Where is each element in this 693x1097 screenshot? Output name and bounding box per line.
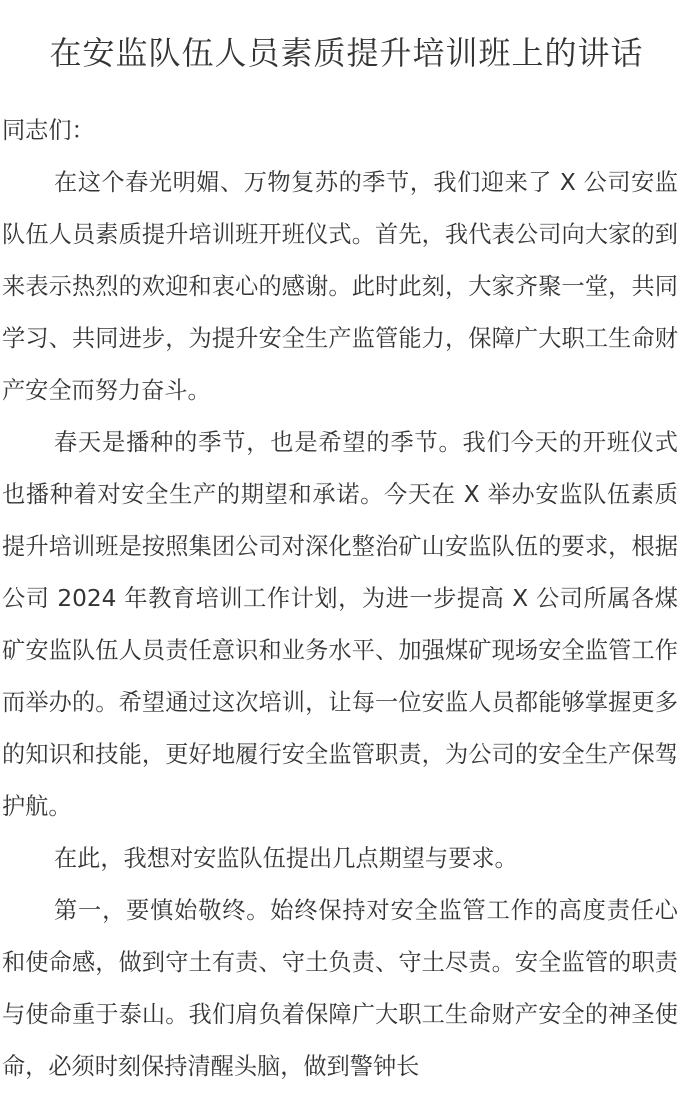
document-title: 在安监队伍人员素质提升培训班上的讲话 [49, 34, 644, 72]
salutation: 同志们： [2, 117, 95, 144]
paragraph-purpose: 春天是播种的季节，也是希望的季节。我们今天的开班仪式也播种着对安全生产的期望和承诺。今天在 X 举办安监队伍素质提升培训班是按照集团公司对深化整治矿山安监队伍的要求，根据公司 2024 年教育培训工作计划，为进一步提高 X 公司所属各煤矿安监队伍人员责任意识和业务水平、加强煤矿现场安全监管工作而举办的。希望通过这次培训，让每一位安监人员都能够掌握更多的知识和技能，更好地履行安全监管职责，为公司的安全生产保驾护航。 [2, 429, 678, 820]
paragraph-expectations-intro: 在此，我想对安监队伍提出几点期望与要求。 [54, 845, 518, 872]
paragraph-point-one: 第一，要慎始敬终。始终保持对安全监管工作的高度责任心和使命感，做到守土有责、守土负责、守土尽责。安全监管的职责与使命重于泰山。我们肩负着保障广大职工生命财产安全的神圣使命，必须时刻保持清醒头脑，做到警钟长 [2, 897, 678, 1080]
document-body [2, 105, 678, 1093]
paragraph-opening: 在这个春光明媚、万物复苏的季节，我们迎来了 X 公司安监队伍人员素质提升培训班开班仪式。首先，我代表公司向大家的到来表示热烈的欢迎和衷心的感谢。此时此刻，大家齐聚一堂，共同学习、共同进步，为提升安全生产监管能力，保障广大职工生命财产安全而努力奋斗。 [2, 169, 678, 404]
